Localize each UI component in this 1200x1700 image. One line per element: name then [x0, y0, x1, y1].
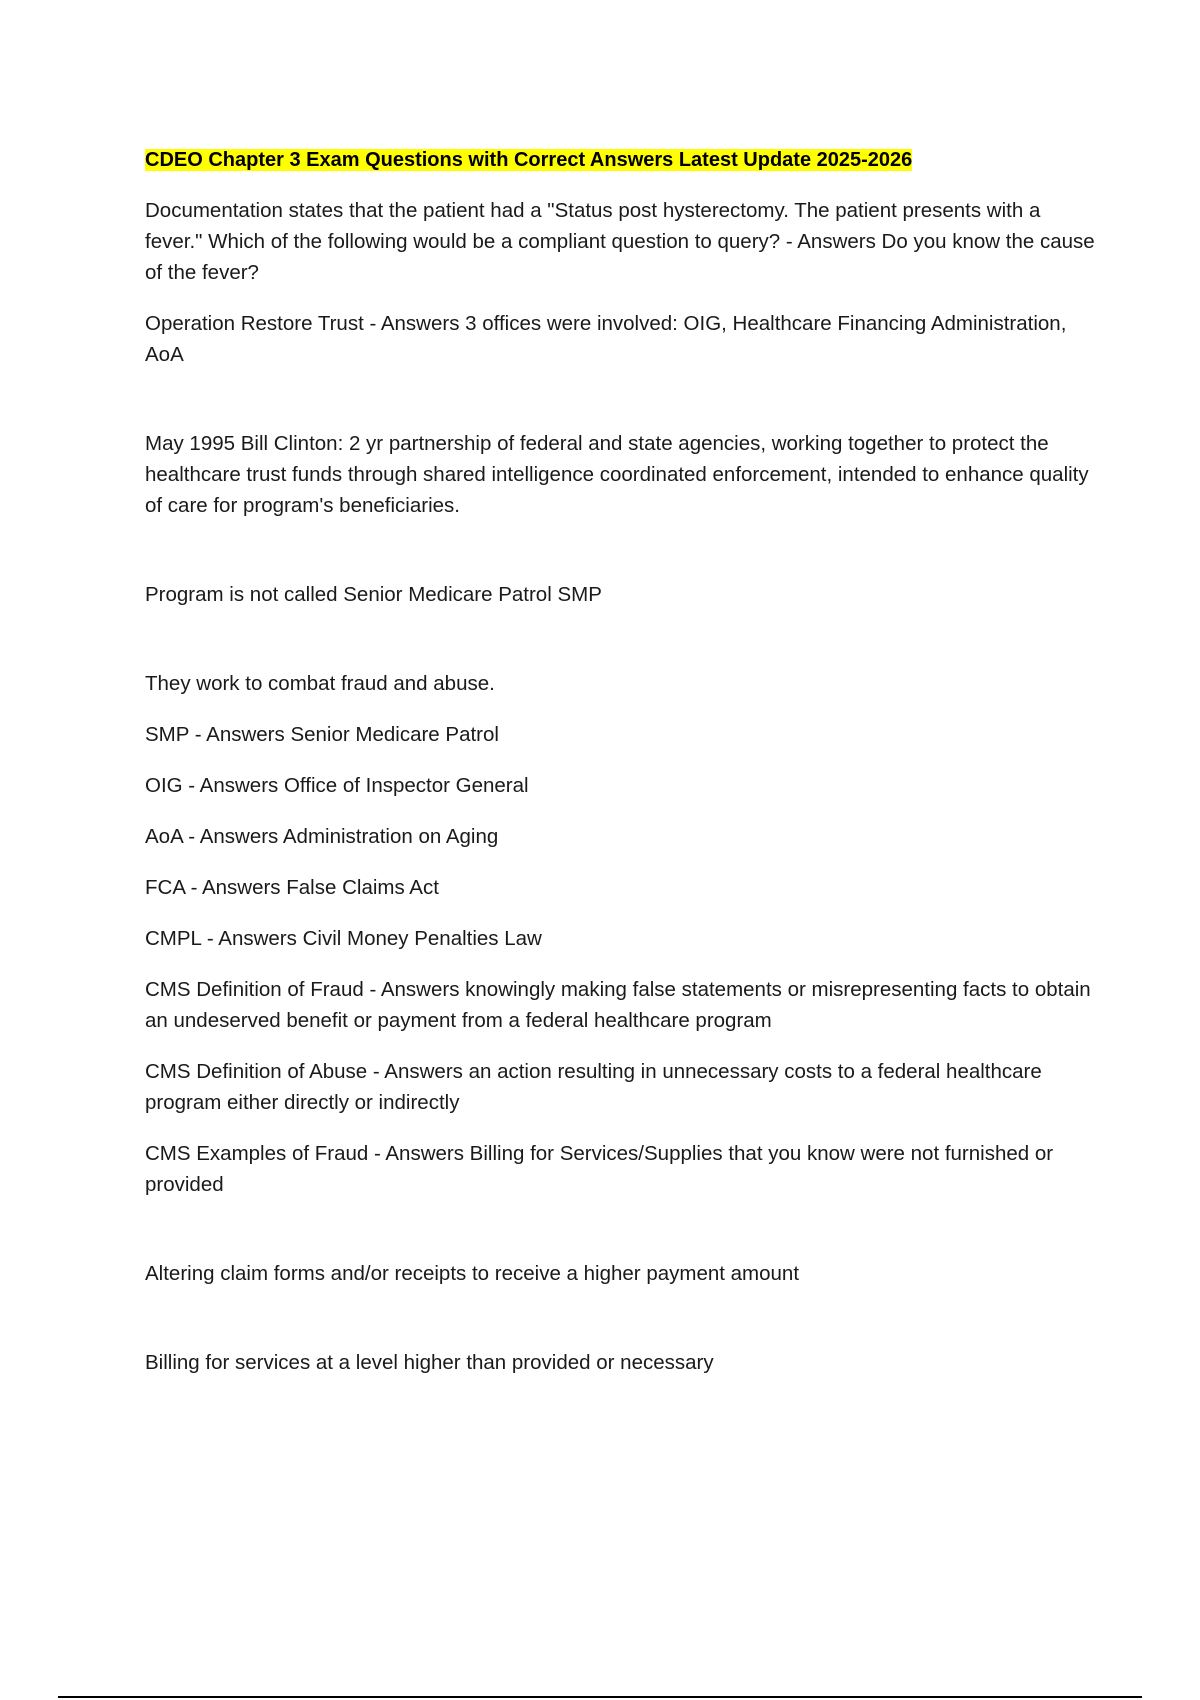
paragraph-cmpl: CMPL - Answers Civil Money Penalties Law — [145, 927, 542, 950]
document-title: CDEO Chapter 3 Exam Questions with Correct Answers Latest Update 2025-2026 — [145, 149, 913, 171]
paragraph-query-question: Documentation states that the patient had a "Status post hysterectomy. The patient presents with a fever." Which of the following would be a compliant question to query? - Answers Do you know the cause of the fever? — [145, 199, 1095, 284]
paragraph-oig: OIG - Answers Office of Inspector General — [145, 774, 529, 797]
paragraph-abuse-definition: CMS Definition of Abuse - Answers an action resulting in unnecessary costs to a federal healthcare program either directly or indirectly — [145, 1060, 1042, 1114]
paragraph-clinton-partnership: May 1995 Bill Clinton: 2 yr partnership of federal and state agencies, working together to protect the healthcare trust funds through shared intelligence coordinated enforcement, intended to enhance quality of care for program's beneficiaries. — [145, 432, 1089, 517]
paragraph-fca: FCA - Answers False Claims Act — [145, 876, 439, 899]
document-page — [145, 145, 1095, 1398]
paragraph-smp: SMP - Answers Senior Medicare Patrol — [145, 723, 499, 746]
paragraph-fraud-examples: CMS Examples of Fraud - Answers Billing for Services/Supplies that you know were not furnished or provided — [145, 1142, 1054, 1196]
paragraph-combat-fraud: They work to combat fraud and abuse. — [145, 672, 495, 695]
paragraph-aoa: AoA - Answers Administration on Aging — [145, 825, 499, 848]
paragraph-billing-higher-level: Billing for services at a level higher than provided or necessary — [145, 1351, 714, 1374]
paragraph-altering-claims: Altering claim forms and/or receipts to receive a higher payment amount — [145, 1262, 800, 1285]
title-line — [145, 145, 1095, 177]
paragraph-program-name: Program is not called Senior Medicare Patrol SMP — [145, 583, 602, 606]
footer-rule — [58, 1696, 1142, 1698]
paragraph-operation-restore-trust: Operation Restore Trust - Answers 3 offices were involved: OIG, Healthcare Financing Administration, AoA — [145, 312, 1067, 366]
paragraph-fraud-definition: CMS Definition of Fraud - Answers knowingly making false statements or misrepresenting facts to obtain an undeserved benefit or payment from a federal healthcare program — [145, 978, 1091, 1032]
